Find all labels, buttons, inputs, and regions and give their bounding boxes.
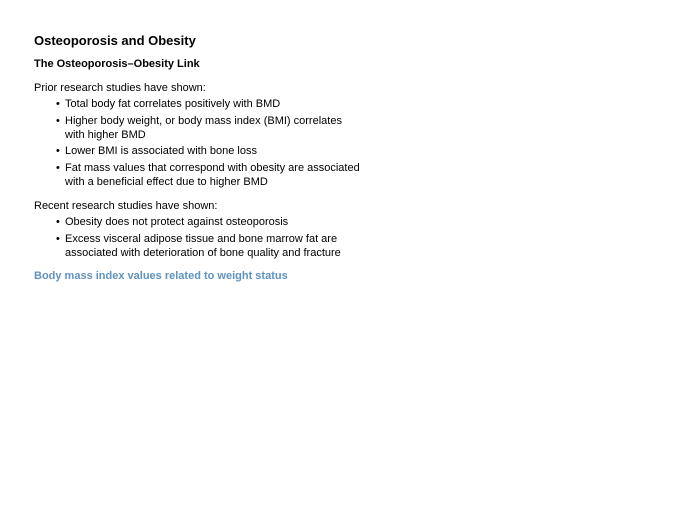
- list-item: [56, 114, 364, 142]
- list-item: [56, 97, 364, 111]
- prior-research-section: [34, 81, 364, 191]
- bullet-icon: •: [56, 232, 60, 245]
- recent-research-intro: Recent research studies have shown:: [34, 200, 218, 212]
- list-item-text: Higher body weight, or body mass index (BMI) correlates with higher BMD: [65, 114, 342, 141]
- bullet-icon: •: [56, 216, 60, 228]
- prior-research-intro: Prior research studies have shown:: [34, 82, 206, 94]
- recent-research-list: [34, 215, 364, 260]
- list-item-text: Lower BMI is associated with bone loss: [65, 145, 257, 157]
- list-item-text: Excess visceral adipose tissue and bone marrow fat are associated with deterioration of bone quality and fracture: [65, 232, 341, 259]
- list-item-text: Fat mass values that correspond with obesity are associated with a beneficial effect due to higher BMD: [65, 161, 360, 188]
- bullet-icon: •: [56, 114, 60, 127]
- list-item: [56, 215, 364, 229]
- bullet-icon: •: [56, 98, 60, 110]
- bullet-icon: •: [56, 145, 60, 157]
- page-subtitle: The Osteoporosis–Obesity Link: [34, 58, 200, 70]
- list-item: [56, 232, 364, 260]
- list-item: [56, 161, 364, 189]
- list-item: [56, 144, 364, 158]
- bullet-icon: •: [56, 161, 60, 174]
- page-title: Osteoporosis and Obesity: [34, 33, 196, 48]
- prior-research-list: [34, 97, 364, 189]
- list-item-text: Total body fat correlates positively with BMD: [65, 98, 281, 110]
- recent-research-section: [34, 199, 364, 262]
- bmi-weight-status-link[interactable]: Body mass index values related to weight status: [34, 270, 288, 282]
- list-item-text: Obesity does not protect against osteoporosis: [65, 216, 289, 228]
